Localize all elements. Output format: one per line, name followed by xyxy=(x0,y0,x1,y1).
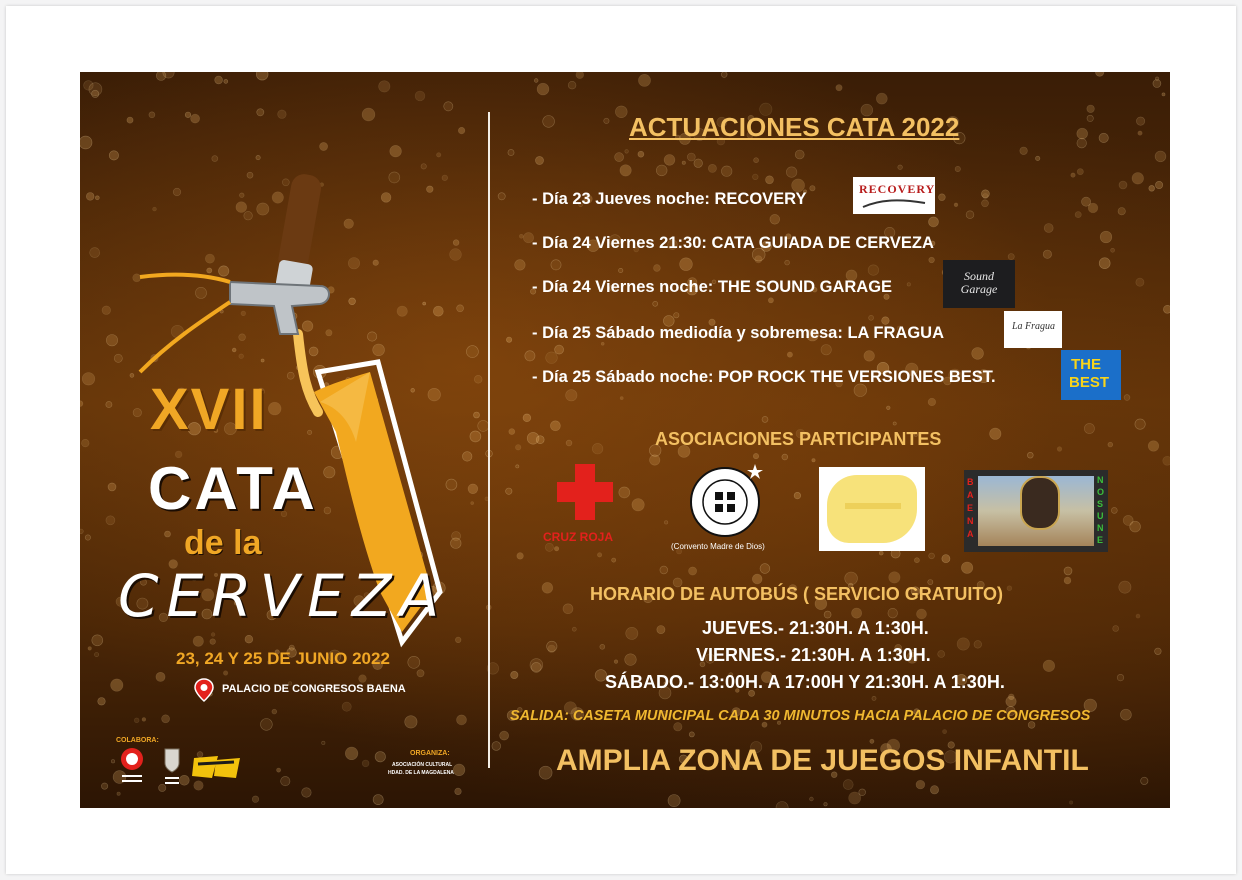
dominican-seal-icon xyxy=(685,460,769,540)
bubble xyxy=(776,802,788,809)
bubble xyxy=(619,268,623,272)
bubble xyxy=(694,159,703,168)
bubble xyxy=(824,803,827,806)
bubble xyxy=(981,190,989,198)
bubble xyxy=(1043,250,1051,258)
bubble xyxy=(786,167,797,178)
bus-schedule-thursday: JUEVES.- 21:30H. A 1:30H. xyxy=(702,618,929,638)
organizer-line2: HDAD. DE LA MAGDALENA xyxy=(388,770,454,776)
bubble xyxy=(515,445,521,451)
bubble xyxy=(568,81,576,89)
bubble xyxy=(548,645,556,653)
bubble xyxy=(615,153,624,162)
bubble xyxy=(1163,456,1170,465)
bus-departure-note: SALIDA: CASETA MUNICIPAL CADA 30 MINUTOS HACIA PALACIO DE CONGRESOS xyxy=(510,708,1091,724)
bubble xyxy=(768,298,773,303)
bubble xyxy=(938,651,945,658)
bubble xyxy=(1130,521,1141,532)
bubble xyxy=(753,174,759,180)
bubble xyxy=(1155,648,1162,655)
bubble xyxy=(754,158,759,163)
bubble xyxy=(1077,169,1083,175)
bubble xyxy=(821,345,831,355)
performances-title: ACTUACIONES CATA 2022 xyxy=(629,112,960,142)
bubble xyxy=(1008,254,1014,260)
bubble xyxy=(708,164,716,172)
baena-side-text: BAENA xyxy=(967,477,974,539)
bubble xyxy=(1149,185,1155,191)
bubble xyxy=(626,627,638,639)
bubble xyxy=(657,626,665,634)
bubble xyxy=(869,315,874,320)
bubble xyxy=(1027,452,1033,458)
organizer-line1: ASOCIACIÓN CULTURAL xyxy=(392,762,453,768)
bubble xyxy=(551,260,561,270)
title-cerveza: CERVEZA xyxy=(118,562,448,630)
bubble xyxy=(563,604,573,614)
bubble xyxy=(492,742,501,751)
bubble xyxy=(766,176,774,184)
bubble xyxy=(674,313,679,318)
bubble xyxy=(1155,77,1159,81)
bubble xyxy=(872,696,876,700)
sponsor-logo-magdalena xyxy=(118,747,146,787)
bubble xyxy=(689,732,694,737)
bubble xyxy=(542,582,553,593)
bubble xyxy=(536,436,544,444)
bubble xyxy=(620,165,631,176)
bubble xyxy=(1057,447,1062,452)
bubble xyxy=(1087,105,1095,113)
bubble xyxy=(1124,395,1130,401)
red-cross-icon xyxy=(557,464,613,520)
bubble xyxy=(721,72,727,77)
bubble xyxy=(498,193,505,200)
bubble xyxy=(656,165,667,176)
bubble xyxy=(812,459,815,462)
bubble xyxy=(870,739,874,743)
bubble xyxy=(592,443,603,454)
bubble xyxy=(961,562,972,573)
bubble xyxy=(546,352,558,364)
the-best-logo-text-1: THE xyxy=(1071,356,1101,373)
bubble xyxy=(600,644,605,649)
bubble xyxy=(1108,442,1113,447)
bus-schedule-title: HORARIO DE AUTOBÚS ( SERVICIO GRATUITO) xyxy=(590,584,1004,604)
bubble xyxy=(511,671,518,678)
bubble xyxy=(1138,131,1142,135)
bubble xyxy=(939,194,946,201)
bubble xyxy=(1077,138,1087,148)
bubble xyxy=(1155,151,1166,162)
bubble xyxy=(1043,660,1055,672)
performance-item: - Día 25 Sábado mediodía y sobremesa: LA FRAGUA xyxy=(532,324,944,342)
convento-label: (Convento Madre de Dios) xyxy=(671,542,765,551)
bubble xyxy=(1132,173,1144,185)
bubble xyxy=(1120,709,1131,720)
bubble xyxy=(615,106,627,118)
bubble xyxy=(852,608,862,618)
bubble xyxy=(795,150,804,159)
bus-schedule-friday: VIERNES.- 21:30H. A 1:30H. xyxy=(696,645,931,665)
bubble xyxy=(752,574,762,584)
organiza-label: ORGANIZA: xyxy=(410,750,450,757)
bubble xyxy=(1111,248,1115,252)
event-venue: PALACIO DE CONGRESOS BAENA xyxy=(222,683,406,695)
bubble xyxy=(535,156,543,164)
performance-item: - Día 24 Viernes 21:30: CATA GUIADA DE CERVEZA xyxy=(532,234,934,252)
bubble xyxy=(966,211,974,219)
bubble xyxy=(625,150,629,154)
bubble xyxy=(955,166,960,171)
event-poster xyxy=(80,72,1170,808)
bubble xyxy=(1064,577,1071,584)
bubble xyxy=(1163,305,1170,313)
association-logo-yellow xyxy=(819,467,925,551)
bubble xyxy=(1162,93,1165,96)
bubble xyxy=(876,93,887,104)
bubble xyxy=(762,416,768,422)
recovery-logo-text: RECOVERY xyxy=(859,182,935,196)
bubble xyxy=(543,116,555,128)
bubble xyxy=(687,153,695,161)
bubble xyxy=(889,572,900,583)
bubble xyxy=(1096,72,1104,76)
bubble xyxy=(509,429,515,435)
bubble xyxy=(930,786,938,794)
sound-garage-logo-text: Sound Garage xyxy=(960,269,998,296)
bubble xyxy=(566,390,577,401)
sponsor-logo-beer xyxy=(190,752,242,782)
bubble xyxy=(753,453,758,458)
la-fragua-logo-text: La Fragua xyxy=(1012,321,1056,332)
bubble xyxy=(550,421,560,431)
bubble xyxy=(1119,181,1127,189)
location-pin-icon xyxy=(194,678,214,702)
la-fragua-band-logo xyxy=(1004,311,1062,348)
bubble xyxy=(531,662,541,672)
colabora-label: COLABORA: xyxy=(116,737,159,744)
bubble xyxy=(1100,231,1112,243)
bubble xyxy=(1136,117,1144,125)
bubble xyxy=(545,543,553,551)
bubble xyxy=(943,730,947,734)
title-de-la: de la xyxy=(184,524,262,562)
bubble xyxy=(638,74,650,86)
event-dates: 23, 24 Y 25 DE JUNIO 2022 xyxy=(176,649,390,668)
bubble xyxy=(974,641,982,649)
bubble xyxy=(916,780,925,789)
bubble xyxy=(523,414,531,422)
bubble xyxy=(554,547,558,551)
sound-garage-band-logo xyxy=(943,260,1015,308)
bubble xyxy=(954,203,958,207)
bubble xyxy=(782,454,788,460)
bubble xyxy=(519,234,523,238)
bubble xyxy=(845,572,858,585)
bus-schedule-saturday: SÁBADO.- 13:00H. A 17:00H Y 21:30H. A 1:30H. xyxy=(605,672,1005,692)
bubble xyxy=(534,79,538,83)
bubble xyxy=(1036,156,1040,160)
bubble xyxy=(929,553,935,559)
bubble xyxy=(682,161,685,164)
bubble xyxy=(907,283,910,286)
bubble xyxy=(1044,224,1053,233)
bubble xyxy=(1111,507,1117,513)
bubble xyxy=(525,351,535,361)
bubble xyxy=(1006,696,1016,706)
bubble xyxy=(508,149,514,155)
edition-number: XVII xyxy=(150,377,268,442)
bubble xyxy=(1118,208,1125,215)
bubble xyxy=(1136,614,1140,618)
bubble xyxy=(689,567,697,575)
bubble xyxy=(785,260,790,265)
bubble xyxy=(1099,258,1110,269)
town-hall-shield-icon xyxy=(162,747,182,787)
bubble xyxy=(638,151,644,157)
bubble xyxy=(500,731,509,740)
bubble xyxy=(1077,128,1088,139)
bubble xyxy=(1099,133,1108,142)
bubble xyxy=(760,564,770,574)
bubble xyxy=(653,301,658,306)
bubble xyxy=(1155,181,1162,188)
performance-item: - Día 23 Jueves noche: RECOVERY xyxy=(532,190,807,208)
bubble xyxy=(864,351,875,362)
bubble xyxy=(1141,777,1148,784)
kids-zone-banner: AMPLIA ZONA DE JUEGOS INFANTIL xyxy=(556,744,1089,777)
bubble xyxy=(537,83,549,95)
bubble xyxy=(787,352,792,357)
bubble xyxy=(1117,674,1124,681)
bubble xyxy=(1020,147,1028,155)
bubble xyxy=(516,465,519,468)
bubble xyxy=(517,553,524,560)
bubble xyxy=(843,780,853,790)
bubble xyxy=(859,789,866,796)
bubble xyxy=(1113,626,1119,632)
bubble xyxy=(1084,423,1094,433)
bubble xyxy=(868,265,879,276)
the-best-logo-text-2: BEST xyxy=(1069,374,1110,391)
bubble xyxy=(1087,115,1093,121)
bubble xyxy=(972,348,984,360)
baena-nosune-association-photo xyxy=(964,470,1108,552)
bubble xyxy=(982,200,989,207)
bubble xyxy=(668,795,680,807)
bubble xyxy=(1007,586,1012,591)
bubble xyxy=(879,551,883,555)
bubble xyxy=(660,566,668,574)
title-cata: CATA xyxy=(148,455,318,522)
bubble xyxy=(755,256,762,263)
bubble xyxy=(810,797,814,801)
bubble xyxy=(620,397,623,400)
nosune-side-text: NOSUNE xyxy=(1097,475,1105,545)
bubble xyxy=(1069,801,1072,804)
bubble xyxy=(576,72,584,79)
bubble xyxy=(957,638,969,650)
bubble xyxy=(614,660,618,664)
bubble xyxy=(1082,197,1091,206)
bubble xyxy=(654,265,661,272)
bubble xyxy=(721,166,732,177)
bubble xyxy=(566,440,572,446)
bubble xyxy=(664,155,675,166)
bubble xyxy=(515,260,526,271)
bubble xyxy=(539,766,552,779)
bubble xyxy=(612,558,616,562)
associations-title: ASOCIACIONES PARTICIPANTES xyxy=(655,429,942,449)
bubble xyxy=(898,165,903,170)
recovery-band-logo xyxy=(853,177,935,214)
bubble xyxy=(1064,567,1072,575)
bubble xyxy=(604,118,609,123)
panel-divider xyxy=(488,112,490,768)
bubble xyxy=(506,488,512,494)
bubble xyxy=(914,558,919,563)
bubble xyxy=(836,85,842,91)
bubble xyxy=(680,258,693,271)
bubble xyxy=(597,553,601,557)
bubble xyxy=(810,186,815,191)
bubble xyxy=(887,406,891,410)
bubble xyxy=(619,487,630,498)
performance-item: - Día 24 Viernes noche: THE SOUND GARAGE xyxy=(532,278,893,296)
the-best-band-logo xyxy=(1061,350,1121,400)
beer-tap-illustration xyxy=(80,72,488,808)
bubble xyxy=(632,499,644,511)
bubble xyxy=(893,422,896,425)
bubble xyxy=(990,428,1001,439)
bubble xyxy=(1148,441,1159,452)
bubble xyxy=(929,217,939,227)
bubble xyxy=(942,555,950,563)
bubble xyxy=(664,521,667,524)
bubble xyxy=(928,398,936,406)
bubble xyxy=(1135,419,1145,429)
bubble xyxy=(506,337,511,342)
bubble xyxy=(625,654,637,666)
bubble xyxy=(1071,173,1075,177)
bubble xyxy=(1136,278,1144,286)
bubble xyxy=(555,345,564,354)
bubble xyxy=(572,627,576,631)
bubble xyxy=(888,608,898,618)
performance-item: - Día 25 Sábado noche: POP ROCK THE VERSIONES BEST. xyxy=(532,368,996,386)
bubble xyxy=(1075,212,1081,218)
bubble xyxy=(770,214,780,224)
bubble xyxy=(929,257,935,263)
bubble xyxy=(794,492,801,499)
bubble xyxy=(1119,581,1131,593)
cruz-roja-label: CRUZ ROJA xyxy=(543,530,614,544)
